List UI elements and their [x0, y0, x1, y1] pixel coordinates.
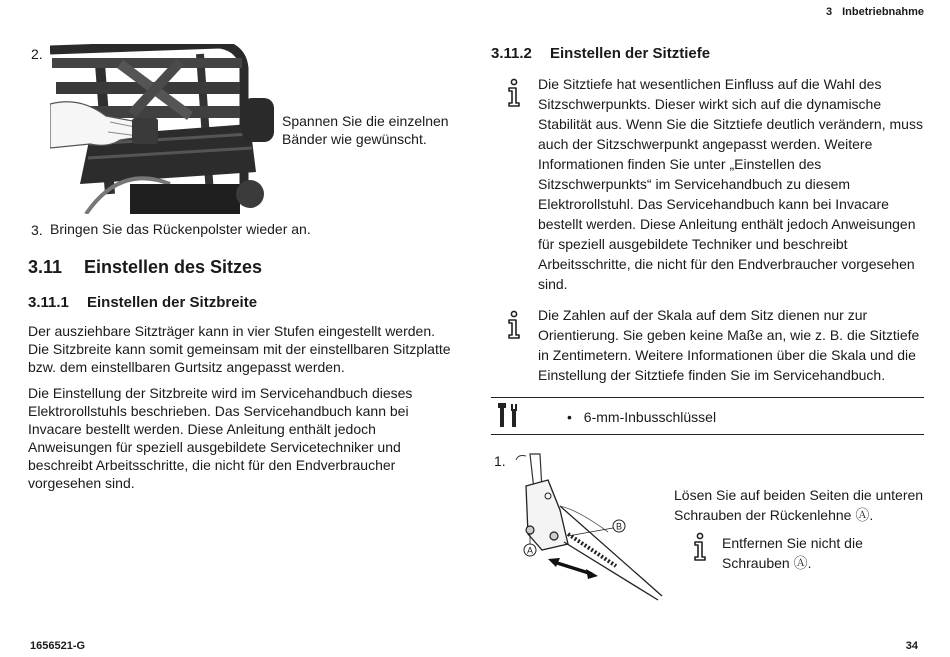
chapter-title: Inbetriebnahme — [842, 6, 924, 18]
subsection-heading-sitztiefe — [491, 45, 710, 62]
subsection-title: Einstellen der Sitzbreite — [87, 294, 258, 311]
info-note-skala: Die Zahlen auf der Skala auf dem Sitz dienen nur zur Orientierung. Sie geben keine Maße an, wie z. B. die Sitztiefe in Zentimetern. Weitere Informationen über die Skala und die Einstellung der Sitztiefe finden Sie im Servicehandbuch. — [538, 307, 920, 383]
info-icon — [505, 78, 523, 108]
step-2-caption: Spannen Sie die einzelnen Bänder wie gewünscht. — [282, 113, 449, 147]
step-1-text: Lösen Sie auf beiden Seiten die unteren Schrauben der Rückenlehne Ⓐ. — [674, 487, 924, 523]
label-a: A — [526, 545, 534, 556]
info-icon — [691, 532, 709, 562]
step-1-number: 1. — [494, 453, 506, 469]
backrest-screws-illustration — [508, 450, 668, 602]
info-note-sitztiefe: Die Sitztiefe hat wesentlichen Einfluss auf die Wahl des Sitzschwerpunkts. Dieser wirkt sich auf die dynamische Stabilität aus. Wenn Sie die Sitztiefe deutlich verändern, muss auch der Sitzschwerpunkt angepasst werden. Weitere Informationen finden Sie unter „Einstellen des Sitzschwerpunkts“ im Servicehandbuch zu diesem Elektrorollstuhl. Das Servicehandbuch kann bei Invacare bestellt werden. Diese Anleitung enthält jedoch Anweisungen für speziell ausgebildete Techniker und beschreibt Arbeitsschritte, die nicht für den Endverbraucher vorgesehen sind. — [538, 76, 923, 292]
seat-straps-photo — [50, 44, 276, 214]
doc-number: 1656521-G — [30, 640, 86, 652]
section-heading — [28, 257, 262, 278]
step-3-text: Bringen Sie das Rückenpolster wieder an. — [50, 221, 311, 237]
step-2-number: 2. — [31, 46, 43, 62]
tools-list — [567, 408, 716, 426]
page-number: 34 — [905, 640, 918, 652]
subsection-title: Einstellen der Sitztiefe — [550, 45, 711, 62]
subsection-number: 3.11.1 — [28, 294, 69, 311]
tool-item: 6-mm-Inbusschlüssel — [583, 409, 717, 425]
tools-bottom-rule — [491, 434, 924, 435]
step-1-note: Entfernen Sie nicht die Schrauben Ⓐ. — [722, 535, 863, 571]
label-b: B — [615, 521, 623, 532]
subsection-heading-sitzbreite — [28, 294, 257, 311]
running-header — [826, 6, 924, 18]
section-title: Einstellen des Sitzes — [84, 257, 263, 277]
sitzbreite-paragraph-1: Der ausziehbare Sitzträger kann in vier Stufen eingestellt werden. Die Sitzbreite kann somit gemeinsam mit der einstellbaren Sitzplatte bzw. dem einstellbaren Gurtsitz angepasst werden. — [28, 323, 451, 375]
sitzbreite-paragraph-2: Die Einstellung der Sitzbreite wird im Servicehandbuch dieses Elektrorollstuhls beschrieben. Das Servicehandbuch kann bei Invacare bestellt werden. Diese Anleitung enthält jedoch Anweisungen für speziell ausgebildete Servicetechniker und beschreibt Arbeitsschritte, die nicht für den Endverbraucher vorgesehen sind. — [28, 385, 413, 491]
section-number: 3.11 — [28, 257, 63, 277]
step-3-number: 3. — [31, 222, 43, 238]
info-icon — [505, 310, 523, 340]
subsection-number: 3.11.2 — [491, 45, 532, 62]
chapter-number: 3 — [825, 6, 833, 18]
tools-top-rule — [491, 397, 924, 398]
bullet-icon: • — [567, 409, 572, 425]
tools-icon — [497, 402, 521, 428]
